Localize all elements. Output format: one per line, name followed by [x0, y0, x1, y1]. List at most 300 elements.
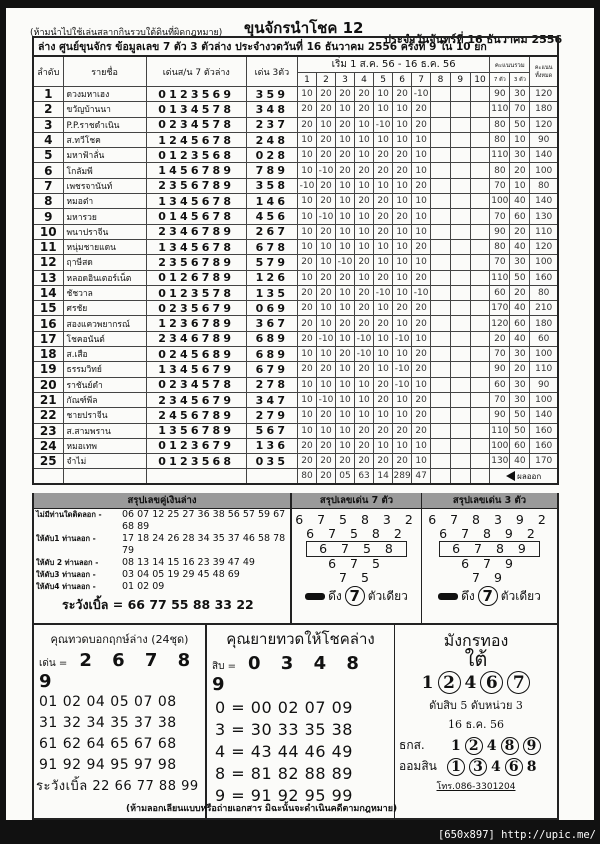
dragon-date: 16 ธ.ค. 56 — [447, 718, 505, 731]
row-sum3: 10 — [510, 178, 530, 193]
row-score: -10 — [412, 87, 431, 102]
row-score: 20 — [355, 362, 374, 377]
grandpa-lead — [34, 650, 205, 692]
grandma-row: 3 = 30 33 35 38 — [215, 720, 353, 739]
circled-digit: 2 — [465, 737, 483, 755]
row-score: 20 — [297, 285, 316, 300]
row-score — [431, 392, 451, 407]
header-round: 1 — [297, 73, 316, 87]
row-sum3: 50 — [510, 423, 530, 438]
pyramid-line — [422, 541, 557, 557]
row-score: 10 — [336, 377, 355, 392]
lottery-sheet — [6, 8, 594, 820]
row-score: -10 — [393, 377, 412, 392]
row-score: 20 — [412, 270, 431, 285]
row-no: 15 — [33, 301, 63, 316]
row-d3: 359 — [246, 87, 297, 102]
watermark: [650x897] http://upic.me/ — [437, 829, 596, 841]
row-score: 10 — [316, 301, 335, 316]
row-no: 9 — [33, 209, 63, 224]
row-d3: 028 — [246, 148, 297, 163]
row-score — [470, 438, 490, 453]
pyramid-line — [292, 541, 421, 557]
result-value: 63 — [355, 469, 374, 484]
row-score: 20 — [316, 454, 335, 469]
row-no: 10 — [33, 224, 63, 239]
row-total: 110 — [530, 362, 558, 377]
row-total: 120 — [530, 239, 558, 254]
row-total: 170 — [530, 454, 558, 469]
row-no: 18 — [33, 347, 63, 362]
row-score: 20 — [316, 285, 335, 300]
row-score — [470, 87, 490, 102]
row-d7: 0123568 — [146, 148, 246, 163]
row-name: ส.ทวีโชค — [63, 132, 146, 147]
row-sum3: 60 — [510, 209, 530, 224]
row-score: 20 — [355, 438, 374, 453]
row-score: 20 — [374, 392, 393, 407]
row-score — [450, 454, 470, 469]
row-score: 10 — [393, 102, 412, 117]
row-d7: 2346789 — [146, 224, 246, 239]
pair-value: 01 02 09 — [122, 581, 165, 592]
row-score: 10 — [412, 454, 431, 469]
row-sum7: 90 — [490, 362, 510, 377]
pointing-hand-icon — [438, 593, 458, 600]
table-row — [33, 423, 558, 438]
row-score: 10 — [374, 87, 393, 102]
lead-digits: 0 3 4 8 9 — [212, 653, 366, 695]
row-score — [470, 392, 490, 407]
row-score: 10 — [374, 331, 393, 346]
row-score — [470, 178, 490, 193]
row-score: -10 — [316, 209, 335, 224]
row-score: -10 — [355, 331, 374, 346]
header-sum3: 3 ตัว — [510, 73, 530, 87]
pair-value: 17 18 24 26 28 34 35 37 46 58 78 79 — [122, 533, 286, 556]
result-value: 20 — [316, 469, 335, 484]
pyramid-line — [292, 527, 421, 541]
pull-3 — [422, 586, 557, 606]
row-sum3: 30 — [510, 87, 530, 102]
row-name: โกลัมพี — [63, 163, 146, 178]
row-sum3: 20 — [510, 163, 530, 178]
pyramid-digits: 6 7 5 8 — [306, 541, 407, 557]
sheet-title: ขุนจักรนำโชค 12 — [244, 19, 364, 37]
row-score — [431, 194, 451, 209]
row-score: 10 — [336, 362, 355, 377]
row-d3: 689 — [246, 347, 297, 362]
row-score: 10 — [336, 392, 355, 407]
row-score — [431, 178, 451, 193]
row-score: 20 — [336, 87, 355, 102]
row-sum3: 30 — [510, 377, 530, 392]
row-score: 10 — [316, 117, 335, 132]
row-d7: 2346789 — [146, 331, 246, 346]
tens-units: ดับสิบ 5 ดับหน่วย 3 — [429, 699, 523, 712]
row-sum7: 170 — [490, 301, 510, 316]
row-sum3: 30 — [510, 347, 530, 362]
row-score: -10 — [374, 117, 393, 132]
row-score: 20 — [393, 209, 412, 224]
row-no: 12 — [33, 255, 63, 270]
row-score: 20 — [297, 102, 316, 117]
row-d3: 348 — [246, 102, 297, 117]
row-score: 10 — [374, 178, 393, 193]
row-score: 10 — [412, 331, 431, 346]
row-d7: 1345678 — [146, 239, 246, 254]
row-score: 20 — [336, 163, 355, 178]
row-score: -10 — [316, 392, 335, 407]
row-d3: 278 — [246, 377, 297, 392]
row-score — [470, 285, 490, 300]
row-d7: 0145678 — [146, 209, 246, 224]
blank — [63, 469, 146, 484]
blank — [246, 469, 297, 484]
row-total: 100 — [530, 163, 558, 178]
row-d3: 135 — [246, 285, 297, 300]
pyramid-digits: 6 7 5 8 3 2 — [295, 512, 418, 527]
summary-3-title: สรุปเลขเด่น 3 ตัว — [422, 493, 557, 509]
grandma-row: 0 = 00 02 07 09 — [215, 698, 353, 717]
row-score: 20 — [374, 209, 393, 224]
grandma-row: 8 = 81 82 88 89 — [215, 764, 353, 783]
row-score: 10 — [336, 331, 355, 346]
row-name: ขวัญบ้านนา — [63, 102, 146, 117]
table-row — [33, 102, 558, 117]
row-score: 10 — [393, 392, 412, 407]
results-row — [33, 469, 558, 484]
pair-summary-title: สรุปเลขคู่เงินล่าง — [34, 493, 290, 509]
row-score: 20 — [374, 148, 393, 163]
row-no: 6 — [33, 163, 63, 178]
table-row — [33, 285, 558, 300]
row-score: 10 — [297, 224, 316, 239]
row-score — [431, 438, 451, 453]
row-name: เพชรจานันท์ — [63, 178, 146, 193]
table-row — [33, 316, 558, 331]
row-sum7: 100 — [490, 438, 510, 453]
row-total: 90 — [530, 132, 558, 147]
grandpa-row: 61 62 64 65 67 68 — [39, 736, 177, 752]
row-score: -10 — [297, 178, 316, 193]
row-d7: 0234578 — [146, 377, 246, 392]
summary-7-title: สรุปเลขเด่น 7 ตัว — [292, 493, 421, 509]
row-score: 20 — [316, 270, 335, 285]
row-score — [431, 408, 451, 423]
row-d3: 237 — [246, 117, 297, 132]
row-score — [431, 331, 451, 346]
row-sum3: 20 — [510, 285, 530, 300]
row-score: 10 — [316, 347, 335, 362]
table-row — [33, 194, 558, 209]
row-score: 20 — [316, 132, 335, 147]
row-score: 20 — [374, 377, 393, 392]
row-score — [431, 270, 451, 285]
row-sum3: 50 — [510, 117, 530, 132]
row-score: -10 — [336, 255, 355, 270]
arrow-left-icon — [506, 471, 515, 481]
row-d7: 1236789 — [146, 316, 246, 331]
row-score — [431, 362, 451, 377]
circled-digit: 6 — [480, 671, 503, 694]
pair-line — [34, 569, 290, 581]
row-score: 10 — [412, 377, 431, 392]
row-score: 10 — [297, 408, 316, 423]
summary-3 — [422, 493, 559, 625]
row-score — [470, 102, 490, 117]
row-score: 20 — [336, 454, 355, 469]
dragon-box — [395, 625, 559, 820]
row-d3: 367 — [246, 316, 297, 331]
row-no: 21 — [33, 392, 63, 407]
row-score — [470, 239, 490, 254]
row-score: 10 — [374, 132, 393, 147]
header-round: 5 — [374, 73, 393, 87]
row-name: สองแควพยากรณ์ — [63, 316, 146, 331]
row-d7: 0126789 — [146, 270, 246, 285]
row-score: 10 — [336, 209, 355, 224]
row-sum7: 90 — [490, 87, 510, 102]
gsb-digits — [395, 757, 557, 776]
grandma-row: 4 = 43 44 46 49 — [215, 742, 353, 761]
header-no: ลำดับ — [33, 56, 63, 87]
row-score: 20 — [412, 392, 431, 407]
row-score: 20 — [336, 148, 355, 163]
row-score — [450, 285, 470, 300]
row-score: 20 — [393, 301, 412, 316]
row-score: 20 — [316, 408, 335, 423]
row-sum3: 60 — [510, 438, 530, 453]
row-score — [431, 316, 451, 331]
row-score — [450, 194, 470, 209]
pyramid-digits: 6 7 8 3 9 2 — [428, 512, 551, 527]
row-score: 10 — [336, 194, 355, 209]
row-score: 10 — [412, 132, 431, 147]
circled-digit: 2 — [438, 671, 461, 694]
table-row — [33, 148, 558, 163]
row-name: ชัชวาล — [63, 285, 146, 300]
row-score — [450, 163, 470, 178]
table-row — [33, 438, 558, 453]
row-sum7: 60 — [490, 285, 510, 300]
row-d7: 2356789 — [146, 178, 246, 193]
row-d7: 0134578 — [146, 102, 246, 117]
row-score — [470, 316, 490, 331]
row-score: 20 — [374, 423, 393, 438]
row-no: 23 — [33, 423, 63, 438]
row-score: 20 — [393, 87, 412, 102]
row-score — [470, 301, 490, 316]
row-total: 120 — [530, 117, 558, 132]
row-score: 20 — [316, 87, 335, 102]
row-score: 10 — [355, 224, 374, 239]
row-sum7: 100 — [490, 194, 510, 209]
baac-digits — [395, 736, 557, 755]
digit: 8 — [526, 758, 537, 775]
row-total: 100 — [530, 347, 558, 362]
row-d7: 2345679 — [146, 392, 246, 407]
row-score: 20 — [336, 117, 355, 132]
table-row — [33, 392, 558, 407]
row-name: P.P.ราชดำเนิน — [63, 117, 146, 132]
row-sum3: 30 — [510, 255, 530, 270]
digit: 1 — [421, 672, 434, 693]
double-label: ระวังเบิ้ล = — [62, 597, 124, 612]
row-score: 10 — [412, 148, 431, 163]
row-score — [470, 347, 490, 362]
row-score: 20 — [355, 301, 374, 316]
row-total: 80 — [530, 285, 558, 300]
row-name: ดวงมหาเฮง — [63, 87, 146, 102]
row-d3: 678 — [246, 239, 297, 254]
pyramid-line — [422, 557, 557, 571]
row-score: 10 — [393, 347, 412, 362]
row-score: 20 — [355, 163, 374, 178]
table-row — [33, 408, 558, 423]
row-score: -10 — [316, 163, 335, 178]
row-score — [431, 454, 451, 469]
row-d7: 1345678 — [146, 194, 246, 209]
header-round: 10 — [470, 73, 490, 87]
row-score: 10 — [412, 194, 431, 209]
header-round: 9 — [450, 73, 470, 87]
row-sum3: 50 — [510, 408, 530, 423]
row-d7: 1456789 — [146, 163, 246, 178]
pair-label: ไม่มีท่านใดติดลอก - — [36, 510, 102, 519]
table-row — [33, 239, 558, 254]
row-score: 10 — [316, 239, 335, 254]
row-score — [431, 423, 451, 438]
row-score: -10 — [412, 285, 431, 300]
row-no: 13 — [33, 270, 63, 285]
row-score: 10 — [412, 209, 431, 224]
pair-label: ให้ดับ3 ท่านลอก - — [36, 570, 96, 579]
row-total: 60 — [530, 331, 558, 346]
row-no: 1 — [33, 87, 63, 102]
row-sum7: 80 — [490, 163, 510, 178]
row-total: 110 — [530, 224, 558, 239]
row-score: 20 — [316, 148, 335, 163]
row-score: 20 — [297, 438, 316, 453]
result-value: 47 — [412, 469, 431, 484]
row-total: 100 — [530, 392, 558, 407]
row-score — [470, 377, 490, 392]
row-total: 120 — [530, 87, 558, 102]
row-score: -10 — [355, 347, 374, 362]
pair-value: 08 13 14 15 16 23 39 47 49 — [122, 557, 255, 568]
row-d3: 789 — [246, 163, 297, 178]
row-d7: 1345679 — [146, 362, 246, 377]
row-score — [431, 148, 451, 163]
pair-line — [34, 509, 290, 533]
results-label — [490, 469, 558, 484]
row-sum7: 90 — [490, 224, 510, 239]
grandma-title: คุณยายทวดให้โชคล่าง — [226, 630, 375, 648]
row-score: -10 — [393, 362, 412, 377]
row-score: -10 — [374, 285, 393, 300]
grandma-lead — [207, 653, 394, 695]
row-score — [450, 392, 470, 407]
row-no: 2 — [33, 102, 63, 117]
table-row — [33, 331, 558, 346]
row-name: ส.สามพราน — [63, 423, 146, 438]
row-name: โชคอนันต์ — [63, 331, 146, 346]
result-value: 289 — [393, 469, 412, 484]
row-total: 130 — [530, 209, 558, 224]
row-score: 10 — [336, 438, 355, 453]
row-d7: 2456789 — [146, 408, 246, 423]
row-score — [450, 178, 470, 193]
row-score — [431, 255, 451, 270]
row-score: 20 — [355, 285, 374, 300]
pyramid-digits: 6 7 5 — [328, 556, 385, 571]
circled-digit: 7 — [507, 671, 530, 694]
row-score — [470, 194, 490, 209]
header-period: เริ่ม 1 ส.ค. 56 - 16 ธ.ค. 56 — [297, 56, 489, 73]
row-score — [470, 224, 490, 239]
row-name: ส.เสือ — [63, 347, 146, 362]
table-row — [33, 209, 558, 224]
results-text: ผลออก — [517, 471, 542, 481]
pair-label: ให้ดับ4 ท่านลอก - — [36, 582, 96, 591]
row-score: 20 — [316, 362, 335, 377]
row-no: 24 — [33, 438, 63, 453]
row-score: 10 — [393, 132, 412, 147]
single-label: ตัวเดียว — [367, 588, 408, 603]
row-no: 11 — [33, 239, 63, 254]
row-score: 20 — [393, 163, 412, 178]
lead-label: เด่น = — [39, 658, 68, 669]
row-score — [470, 270, 490, 285]
row-sum7: 110 — [490, 270, 510, 285]
row-score: 10 — [374, 347, 393, 362]
row-d3: 679 — [246, 362, 297, 377]
row-d7: 0123578 — [146, 285, 246, 300]
row-name: ฤาษีสด — [63, 255, 146, 270]
row-name: หลอดอินเตอร์เน็ต — [63, 270, 146, 285]
table-row — [33, 377, 558, 392]
header-round: 3 — [336, 73, 355, 87]
row-sum7: 60 — [490, 377, 510, 392]
row-score: 10 — [297, 347, 316, 362]
row-score: 10 — [355, 377, 374, 392]
row-sum7: 80 — [490, 132, 510, 147]
row-d7: 0123568 — [146, 454, 246, 469]
row-name: ชายปราจีน — [63, 408, 146, 423]
row-score — [450, 148, 470, 163]
row-score: 10 — [355, 117, 374, 132]
row-sum3: 20 — [510, 362, 530, 377]
row-score — [450, 209, 470, 224]
row-score: 20 — [412, 117, 431, 132]
row-score: 10 — [297, 239, 316, 254]
circled-digit: 9 — [523, 737, 541, 755]
row-d7: 2356789 — [146, 255, 246, 270]
row-score — [431, 239, 451, 254]
row-d3: 456 — [246, 209, 297, 224]
row-sum3: 40 — [510, 331, 530, 346]
row-score — [470, 423, 490, 438]
row-score: 20 — [393, 454, 412, 469]
row-no: 3 — [33, 117, 63, 132]
row-score: -10 — [393, 331, 412, 346]
row-score: 10 — [297, 148, 316, 163]
row-sum3: 40 — [510, 194, 530, 209]
row-no: 7 — [33, 178, 63, 193]
row-score — [450, 423, 470, 438]
row-score: 10 — [374, 438, 393, 453]
